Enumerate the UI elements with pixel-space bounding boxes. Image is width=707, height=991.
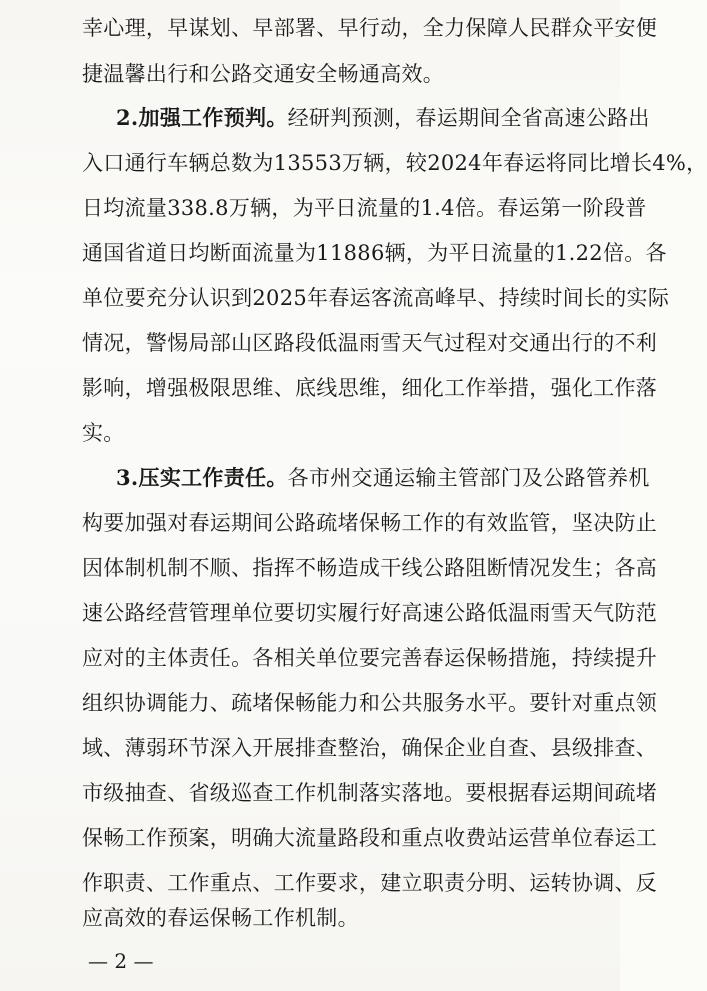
line-text: 各市州交通运输主管部门及公路管养机 <box>287 466 650 490</box>
line-text: 影响，增强极限思维、底线思维，细化工作举措，强化工作落 <box>82 376 658 400</box>
paragraph-line <box>82 56 444 92</box>
line-text: 速公路经营管理单位要切实履行好高速公路低温雨雪天气防范 <box>82 601 658 625</box>
paragraph-line-heading <box>116 460 650 496</box>
line-text: 经研判预测，春运期间全省高速公路出 <box>287 106 650 130</box>
paragraph-line <box>82 10 657 46</box>
line-text: 因体制机制不顺、指挥不畅造成干线公路阻断情况发生；各高 <box>82 556 658 580</box>
paragraph-line <box>82 730 657 766</box>
paragraph-line <box>82 145 707 181</box>
paragraph-line <box>82 550 657 586</box>
paragraph-line <box>82 370 657 406</box>
paragraph-line-heading <box>116 100 650 136</box>
paragraph-line <box>82 190 647 226</box>
line-text: 实。 <box>82 421 125 445</box>
paragraph-line <box>82 865 657 901</box>
paragraph-line <box>82 325 657 361</box>
paragraph-line <box>82 505 657 541</box>
line-text: 组织协调能力、疏堵保畅能力和公共服务水平。要针对重点领 <box>82 691 658 715</box>
line-text: 日均流量338.8万辆，为平日流量的1.4倍。春运第一阶段普 <box>82 196 647 220</box>
line-text: 保畅工作预案，明确大流量路段和重点收费站运营单位春运工 <box>82 826 658 850</box>
line-text: 市级抽查、省级巡查工作机制落实落地。要根据春运期间疏堵 <box>82 781 658 805</box>
line-text: 域、薄弱环节深入开展排查整治，确保企业自查、县级排查、 <box>82 736 658 760</box>
line-text: 应高效的春运保畅工作机制。 <box>82 906 359 930</box>
paragraph-line <box>82 280 669 316</box>
paragraph-line <box>82 820 657 856</box>
paragraph-line <box>82 640 657 676</box>
section-heading-3: 3.压实工作责任。 <box>116 465 288 490</box>
line-text: 情况，警惕局部山区路段低温雨雪天气过程对交通出行的不利 <box>82 331 658 355</box>
paragraph-line <box>82 235 667 271</box>
line-text: 应对的主体责任。各相关单位要完善春运保畅措施，持续提升 <box>82 646 658 670</box>
paragraph-line <box>82 595 657 631</box>
paragraph-line <box>82 900 359 936</box>
paragraph-line <box>82 775 657 811</box>
line-text: 通国省道日均断面流量为11886辆，为平日流量的1.22倍。各 <box>82 241 667 265</box>
page-number: — 2 — <box>88 949 154 973</box>
line-text: 幸心理，早谋划、早部署、早行动，全力保障人民群众平安便 <box>82 16 658 40</box>
paragraph-line <box>82 415 125 451</box>
section-heading-2: 2.加强工作预判。 <box>116 105 288 130</box>
line-text: 构要加强对春运期间公路疏堵保畅工作的有效监管，坚决防止 <box>82 511 658 535</box>
line-text: 入口通行车辆总数为13553万辆，较2024年春运将同比增长4%， <box>82 151 707 175</box>
line-text: 作职责、工作重点、工作要求，建立职责分明、运转协调、反 <box>82 871 658 895</box>
line-text: 捷温馨出行和公路交通安全畅通高效。 <box>82 62 445 86</box>
line-text: 单位要充分认识到2025年春运客流高峰早、持续时间长的实际 <box>82 286 670 310</box>
paragraph-line <box>82 685 657 721</box>
